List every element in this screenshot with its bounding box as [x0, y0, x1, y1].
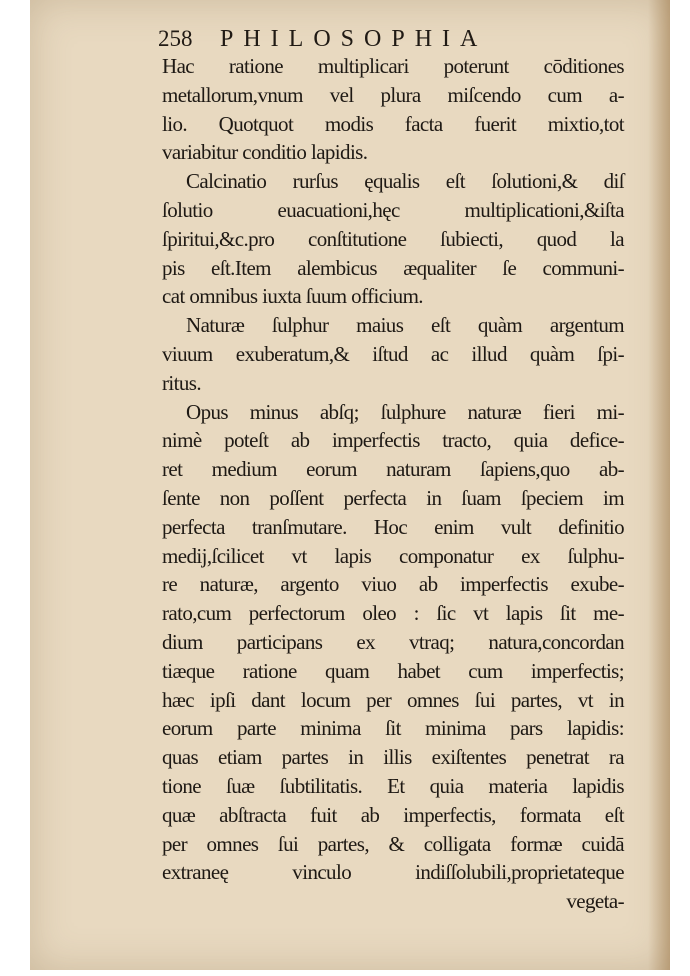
text-line: dium participans ex vtraq; natura,concordan: [162, 629, 624, 654]
text-line: re naturæ, argento viuo ab imperfectis exube-: [162, 572, 624, 597]
text-line: hæc ipſi dant locum per omnes ſui partes, vt in: [162, 687, 624, 712]
text-line: ſpiritui,&c.pro conſtitutione ſubiecti, quod la: [162, 226, 624, 251]
text-line: lio. Quotquot modis facta fuerit mixtio,tot: [162, 111, 624, 136]
text-line: eorum parte minima ſit minima pars lapidis:: [162, 716, 624, 741]
text-line: Naturæ ſulphur maius eſt quàm argentum: [186, 313, 624, 338]
text-line: tiæque ratione quam habet cum imperfectis;: [162, 658, 624, 683]
text-line: cat omnibus iuxta ſuum officium.: [162, 284, 423, 309]
text-line: ret medium eorum naturam ſapiens,quo ab-: [162, 457, 624, 482]
text-line: Hac ratione multiplicari poterunt cōditiones: [162, 54, 624, 78]
text-line: ſolutio euacuationi,hęc multiplicationi,&iſta: [162, 197, 624, 222]
text-line: nimè poteſt ab imperfectis tracto, quia defice-: [162, 428, 624, 453]
page-header: [158, 22, 618, 56]
text-line: perfecta tranſmutare. Hoc enim vult definitio: [162, 514, 624, 539]
text-line: rato,cum perfectorum oleo : ſic vt lapis ſit me-: [162, 601, 624, 626]
text-line: extraneę vinculo indiſſolubili,proprietateque: [162, 860, 624, 885]
text-line: pis eſt.Item alembicus æqualiter ſe communi-: [162, 255, 624, 280]
text-line: quas etiam partes in illis exiſtentes penetrat ra: [162, 745, 624, 770]
text-line: ritus.: [162, 370, 201, 395]
text-line: viuum exuberatum,& iſtud ac illud quàm ſpi-: [162, 341, 624, 366]
catchword: vegeta-: [566, 889, 624, 914]
text-line: variabitur conditio lapidis.: [162, 140, 368, 165]
running-head: PHILOSOPHIA: [220, 26, 488, 52]
text-line: per omnes ſui partes, & colligata formæ cuidā: [162, 831, 624, 856]
body-text: [162, 52, 624, 916]
text-line: ſente non poſſent perfecta in ſuam ſpeciem im: [162, 485, 624, 510]
text-line: quæ abſtracta fuit ab imperfectis, formata eſt: [162, 802, 624, 827]
text-line: tione ſuæ ſubtilitatis. Et quia materia lapidis: [162, 773, 624, 798]
text-line: metallorum,vnum vel plura miſcendo cum a-: [162, 82, 624, 107]
text-line: medij,ſcilicet vt lapis componatur ex ſulphu-: [162, 543, 624, 568]
text-line: Opus minus abſq; ſulphure naturæ fieri mi-: [186, 399, 624, 424]
book-page: [30, 0, 670, 970]
page-number: 258: [158, 26, 193, 51]
text-line: Calcinatio rurſus ęqualis eſt ſolutioni,& diſ: [186, 169, 624, 194]
